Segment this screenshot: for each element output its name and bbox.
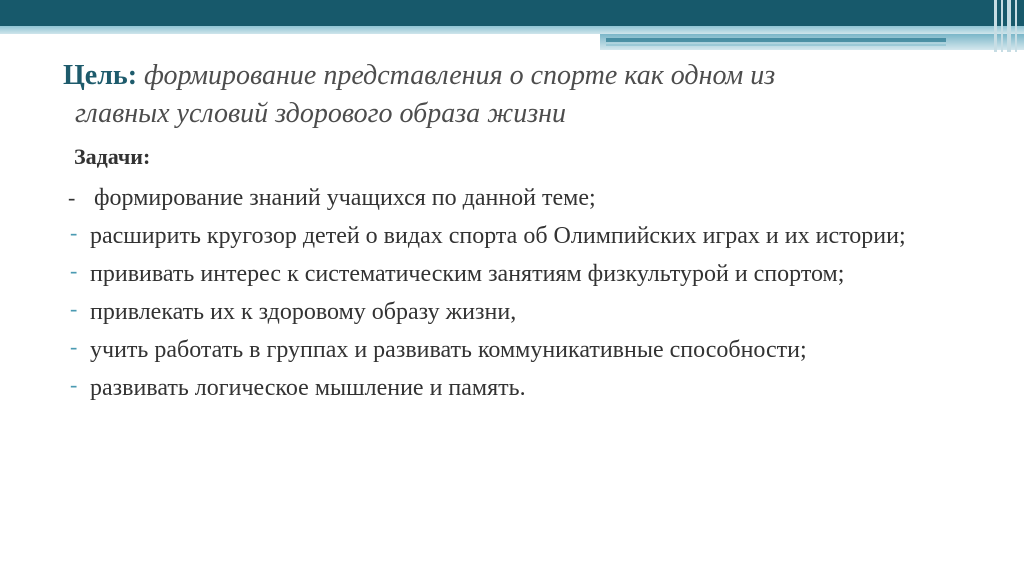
list-item <box>66 295 966 329</box>
header-vertical-stripe <box>1007 0 1011 52</box>
dash-bullet-icon: - <box>70 296 78 321</box>
dash-bullet-icon: - <box>70 372 78 397</box>
goal-text-line2: главных условий здорового образа жизни <box>75 98 567 129</box>
task-text: развивать логическое мышление и память. <box>90 375 526 401</box>
header-vertical-stripe <box>994 0 997 52</box>
header-band <box>0 0 1024 26</box>
header-step-line-thin <box>606 44 946 46</box>
task-text: формирование знаний учащихся по данной теме; <box>94 185 596 211</box>
tasks-heading: Задачи: <box>74 144 151 169</box>
header-step-band <box>600 34 1024 50</box>
task-text: учить работать в группах и развивать коммуникативные способности; <box>90 337 807 363</box>
task-list <box>66 181 966 409</box>
goal-label: Цель: <box>63 60 138 91</box>
dash-marker: - <box>68 185 76 210</box>
list-item <box>66 219 966 253</box>
goal-paragraph <box>63 57 953 133</box>
list-item <box>66 333 966 367</box>
header-vertical-stripe <box>1015 0 1017 52</box>
dash-bullet-icon: - <box>70 258 78 283</box>
list-item <box>66 181 966 215</box>
goal-text-line1: формирование представления о спорте как одном из <box>144 60 776 91</box>
dash-bullet-icon: - <box>70 334 78 359</box>
task-text: прививать интерес к систематическим занятиям физкультурой и спортом; <box>90 261 845 287</box>
task-text: расширить кругозор детей о видах спорта об Олимпийских играх и их истории; <box>90 223 906 249</box>
header-step-line <box>606 38 946 42</box>
list-item <box>66 257 966 291</box>
task-text: привлекать их к здоровому образу жизни, <box>90 299 517 325</box>
header-vertical-stripe <box>1001 0 1003 52</box>
dash-bullet-icon: - <box>70 220 78 245</box>
header-band-light <box>0 26 1024 34</box>
list-item <box>66 371 966 405</box>
